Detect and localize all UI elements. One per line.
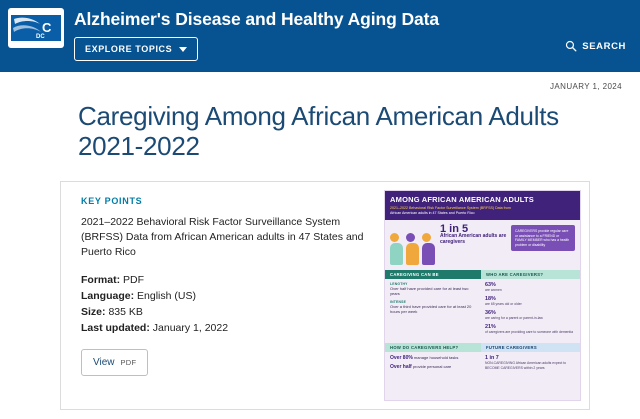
view-pdf-extension: PDF: [120, 358, 137, 367]
section-who-are-caregivers: WHO ARE CAREGIVERS?: [481, 270, 580, 279]
stat-one-in-five-value: 1 in 5: [440, 223, 469, 235]
meta-value-updated: January 1, 2022: [152, 322, 229, 334]
infographic-subtitle-2: African American adults in 47 States and Puerto Rico: [390, 211, 475, 215]
meta-value-language: English (US): [137, 290, 196, 302]
key-points-card: [60, 181, 590, 410]
meta-value-size: 835 KB: [108, 306, 143, 318]
meta-row-language: [81, 288, 372, 304]
who-stat-1: [485, 296, 576, 307]
view-pdf-button[interactable]: [81, 349, 148, 376]
who-stat-1-pct: 18%: [485, 296, 496, 302]
help-stat-0: [390, 355, 476, 361]
meta-row-updated: [81, 320, 372, 336]
site-header: [0, 0, 640, 72]
caregiver-definition: CAREGIVERS provide regular care or assistance to a FRIEND or FAMILY MEMBER who has a health problem or disability: [511, 225, 575, 251]
infographic-header: [385, 191, 580, 220]
help-stat-0-pct: Over 80%: [390, 355, 413, 361]
cdc-logo-icon: [11, 15, 61, 41]
meta-label-updated: Last updated:: [81, 322, 150, 334]
help-stat-1: [390, 364, 476, 370]
page-body: [0, 72, 640, 410]
view-pdf-label: View: [93, 357, 115, 368]
lengthy-label: LENGTHY: [390, 282, 408, 286]
meta-label-language: Language:: [81, 290, 135, 302]
search-icon: [565, 40, 577, 52]
infographic-mid: [385, 268, 580, 341]
svg-text:C: C: [42, 20, 52, 35]
intense-text: Over a third have provided care for at least 20 hours per week: [390, 303, 472, 315]
explore-topics-button[interactable]: [74, 37, 198, 61]
card-content: [61, 182, 384, 409]
meta-label-format: Format:: [81, 274, 121, 286]
header-main: [74, 0, 640, 61]
svg-text:DC: DC: [36, 34, 45, 40]
publish-date: JANUARY 1, 2024: [550, 82, 622, 91]
who-stat-3: [485, 324, 576, 335]
who-stat-3-detail: of caregivers are providing care to someone with dementia: [485, 330, 574, 334]
section-how-caregivers-help: HOW DO CAREGIVERS HELP?: [385, 343, 481, 352]
future-stat: [485, 355, 576, 371]
explore-topics-label: EXPLORE TOPICS: [85, 44, 173, 54]
meta-label-size: Size:: [81, 306, 106, 318]
help-stat-0-text: manage household tasks: [413, 355, 459, 360]
who-stat-0: [485, 282, 576, 293]
people-icon: [390, 225, 436, 265]
infographic-image: [384, 190, 581, 401]
search-label: SEARCH: [582, 40, 626, 52]
meta-row-format: [81, 272, 372, 288]
section-future-caregivers: FUTURE CAREGIVERS: [481, 343, 580, 352]
stat-one-in-five-note: African American adults are caregivers: [440, 233, 507, 245]
help-stat-1-pct: Over half: [390, 364, 412, 371]
who-stat-1-detail: are 65 years old or older: [485, 302, 522, 306]
site-title: Alzheimer's Disease and Healthy Aging Data: [74, 9, 439, 29]
future-caregivers-details: [481, 352, 580, 377]
cdc-logo[interactable]: [8, 8, 64, 48]
infographic-title: AMONG AFRICAN AMERICAN ADULTS: [390, 195, 534, 204]
infographic-subtitle-1: 2021–2022 Behavioral Risk Factor Surveillance System (BRFSS) Data from: [390, 206, 511, 210]
who-stat-0-pct: 63%: [485, 282, 496, 288]
chevron-down-icon: [179, 47, 187, 52]
who-stat-0-detail: are women: [485, 288, 502, 292]
help-stat-1-text: provide personal care: [412, 364, 452, 370]
meta-row-size: [81, 304, 372, 320]
who-stat-2: [485, 310, 576, 321]
who-stat-2-detail: are caring for a parent or parent-in-law: [485, 316, 543, 320]
infographic-bottom: [385, 341, 580, 377]
help-details: [385, 352, 481, 377]
who-stat-3-pct: 21%: [485, 324, 496, 330]
who-are-caregivers-stats: [481, 279, 580, 341]
card-metadata: [81, 272, 372, 336]
caregiving-details: [385, 279, 481, 321]
section-caregiving-can-be: CAREGIVING CAN BE: [385, 270, 481, 279]
card-description: 2021–2022 Behavioral Risk Factor Surveillance System (BRFSS) Data from African American adults in 47 States and Puerto Rico: [81, 216, 364, 258]
intense-label: INTENSE: [390, 299, 407, 304]
future-stat-value: 1 in 7: [485, 355, 499, 361]
page-title: Caregiving Among African American Adults 2021-2022: [78, 101, 559, 161]
key-points-eyebrow: KEY POINTS: [81, 196, 143, 206]
future-stat-text: NON-CAREGIVING African American adults expect to BECOME CAREGIVERS within 2 years: [485, 361, 567, 370]
stat-one-in-five: [440, 225, 507, 245]
infographic-thumbnail[interactable]: [384, 182, 589, 409]
search-button[interactable]: [565, 40, 626, 52]
who-stat-2-pct: 36%: [485, 310, 496, 316]
infographic-top-row: [385, 220, 580, 268]
meta-value-format: PDF: [123, 274, 145, 286]
lengthy-text: Over half have provided care for at least two years: [390, 286, 469, 297]
